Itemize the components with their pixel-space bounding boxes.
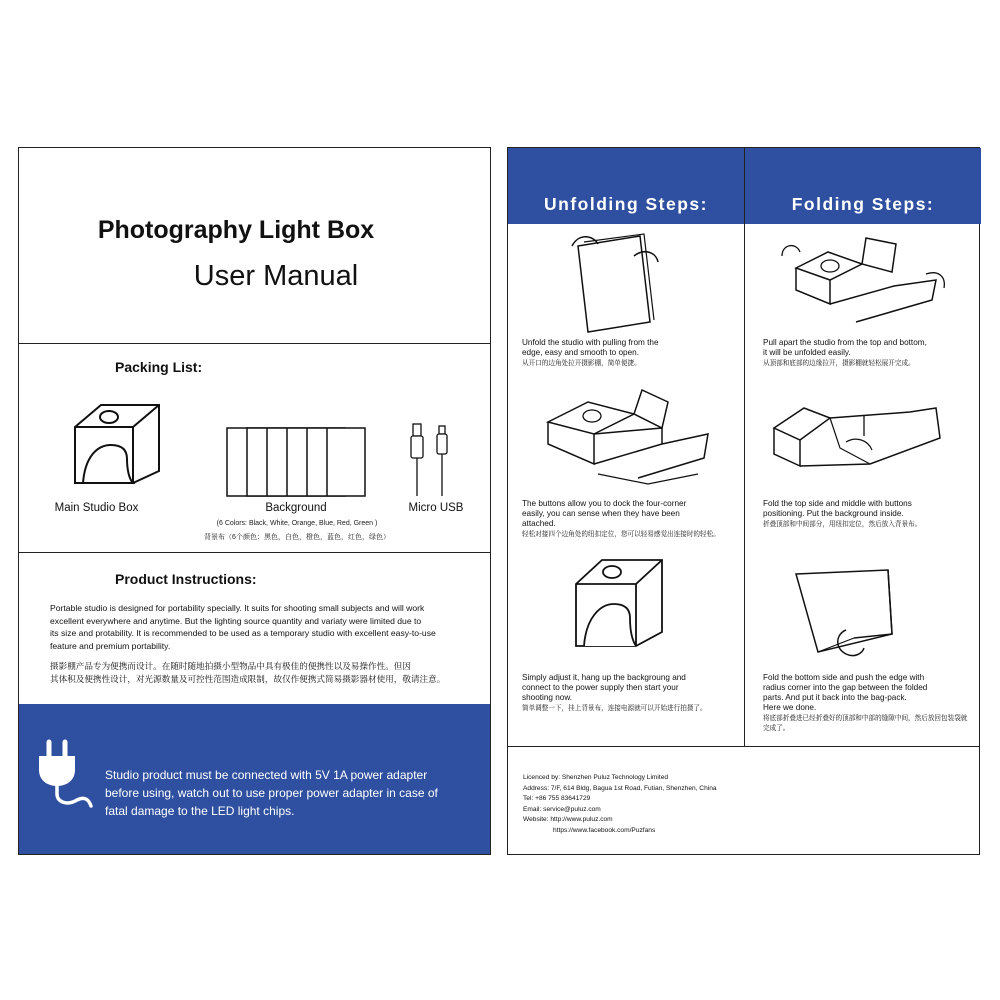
step-line: Fold the bottom side and push the edge with bbox=[763, 673, 925, 682]
manual-subtitle: User Manual bbox=[193, 260, 359, 292]
power-plug-icon bbox=[35, 740, 95, 808]
step-line: Fold the top side and middle with buttons bbox=[763, 499, 912, 508]
step-line: shooting now. bbox=[522, 693, 573, 702]
credit-line: Address: 7/F, 614 Bldg, Bagua 1st Road, Futian, Shenzhen, China bbox=[523, 784, 717, 792]
fold-step-1-text bbox=[763, 338, 973, 369]
unfold-step-2-text bbox=[522, 499, 732, 540]
instructions-line: its size and protability. It is recommended to be used as a temporary studio with excellent easy-to-use bbox=[50, 628, 436, 638]
instructions-line: excellent everywhere and anytime. But the lighting source quantity and variaty were limited due to bbox=[50, 615, 422, 626]
step-line: it will be unfolded easily. bbox=[763, 348, 851, 357]
divider bbox=[508, 746, 979, 747]
power-warning-text bbox=[105, 766, 475, 820]
divider bbox=[19, 552, 490, 553]
fold-step-2-diagram bbox=[760, 388, 956, 480]
credit-line: Website: http://www.puluz.com bbox=[523, 816, 613, 823]
instructions-line: Portable studio is designed for portability specially. It suits for shooting small subjects and will work bbox=[50, 603, 425, 613]
power-warning-band bbox=[19, 704, 490, 854]
step-line: edge, easy and smooth to open. bbox=[522, 348, 639, 357]
credit-line: Tel: +86 755 83641729 bbox=[523, 795, 591, 802]
packing-list-heading: Packing List: bbox=[115, 359, 203, 375]
step-line: parts. And put it back into the bag-pack. bbox=[763, 693, 907, 702]
background-sheets-icon bbox=[225, 426, 367, 498]
unfolding-steps-heading: Unfolding Steps: bbox=[508, 148, 744, 224]
step-cn: 折叠顶部和中间部分，用纽扣定位，然后放入背景布。 bbox=[763, 521, 922, 528]
step-line: connect to the power supply then start your bbox=[522, 683, 679, 692]
credit-line: Licenced by: Shenzhen Puluz Technology Limited bbox=[523, 774, 669, 781]
fold-step-3-text bbox=[763, 673, 973, 734]
warning-line: Studio product must be connected with 5V 1A power adapter bbox=[105, 768, 428, 782]
step-line: easily, you can sense when they have been bbox=[522, 509, 680, 518]
usb-cable-icon bbox=[407, 420, 457, 500]
unfold-step-1-text bbox=[522, 338, 732, 369]
step-cn: 从开口的边角处拉开摄影棚，简单便捷。 bbox=[522, 360, 641, 367]
warning-line: before using, watch out to use proper power adapter in case of bbox=[105, 786, 438, 800]
credit-line: https://www.facebook.com/Puzfans bbox=[553, 826, 656, 834]
warning-line: fatal damage to the LED light chips. bbox=[105, 804, 295, 818]
step-line: Pull apart the studio from the top and bottom, bbox=[763, 338, 927, 347]
step-line: positioning. Put the background inside. bbox=[763, 509, 904, 518]
step-cn: 从顶部和底部的边缘拉开，摄影棚就轻松展开完成。 bbox=[763, 360, 915, 367]
divider bbox=[19, 343, 490, 344]
right-manual-page bbox=[507, 147, 980, 855]
fold-step-2-text bbox=[763, 499, 973, 530]
step-line: Here we done. bbox=[763, 703, 817, 712]
background-colors-cn: 背景布（6个颜色：黑色，白色，橙色，蓝色，红色，绿色） bbox=[204, 534, 390, 541]
step-line: attached. bbox=[522, 519, 556, 528]
unfold-step-3-diagram bbox=[572, 554, 668, 650]
step-cn: 简单调整一下，挂上背景布，连接电源就可以开始进行拍摄了。 bbox=[522, 705, 707, 712]
unfold-step-3-text bbox=[522, 673, 732, 714]
instructions-text-en bbox=[50, 602, 480, 652]
folding-steps-heading: Folding Steps: bbox=[745, 148, 981, 224]
step-line: radius corner into the gap between the folded bbox=[763, 683, 928, 692]
unfold-step-1-diagram bbox=[568, 232, 678, 336]
step-line: Unfold the studio with pulling from the bbox=[522, 338, 659, 347]
studio-box-label: Main Studio Box bbox=[54, 502, 139, 514]
column-divider bbox=[744, 148, 745, 746]
fold-step-3-diagram bbox=[792, 562, 902, 666]
instructions-line: 摄影棚产品专为便携而设计。在随时随地拍摄小型物品中具有极佳的便携性以及易操作性。但因 bbox=[50, 661, 411, 671]
studio-box-icon bbox=[71, 399, 163, 485]
instructions-line: feature and premium portability. bbox=[50, 640, 171, 651]
left-manual-page bbox=[18, 147, 491, 855]
company-credits bbox=[523, 773, 717, 836]
step-cn: 轻松对接四个边角处的纽扣定位，您可以轻易感觉出连接时的轻松。 bbox=[522, 531, 720, 538]
step-line: Simply adjust it, hang up the backgroung and bbox=[522, 673, 686, 682]
instructions-text-cn bbox=[50, 660, 480, 685]
background-label: Background bbox=[265, 502, 327, 514]
step-cn: 将底部折叠进已经折叠好的顶部和中部的缝隙中间，然后放回包装袋就完成了。 bbox=[763, 715, 968, 732]
usb-label: Micro USB bbox=[408, 502, 464, 514]
fold-step-1-diagram bbox=[776, 234, 954, 330]
instructions-line: 其体积及便携性设计，对光源数量及可控性范围造成限制，故仅作便携式简易摄影器材使用，敬请注意。 bbox=[50, 673, 446, 684]
background-colors-en: (6 Colors: Black, White, Orange, Blue, Red, Green ) bbox=[216, 520, 378, 527]
credit-line: Email: service@puluz.com bbox=[523, 805, 601, 813]
unfold-step-2-diagram bbox=[538, 388, 728, 488]
manual-title: Photography Light Box bbox=[97, 216, 375, 244]
step-line: The buttons allow you to dock the four-corner bbox=[522, 499, 687, 508]
product-instructions-heading: Product Instructions: bbox=[115, 571, 257, 587]
